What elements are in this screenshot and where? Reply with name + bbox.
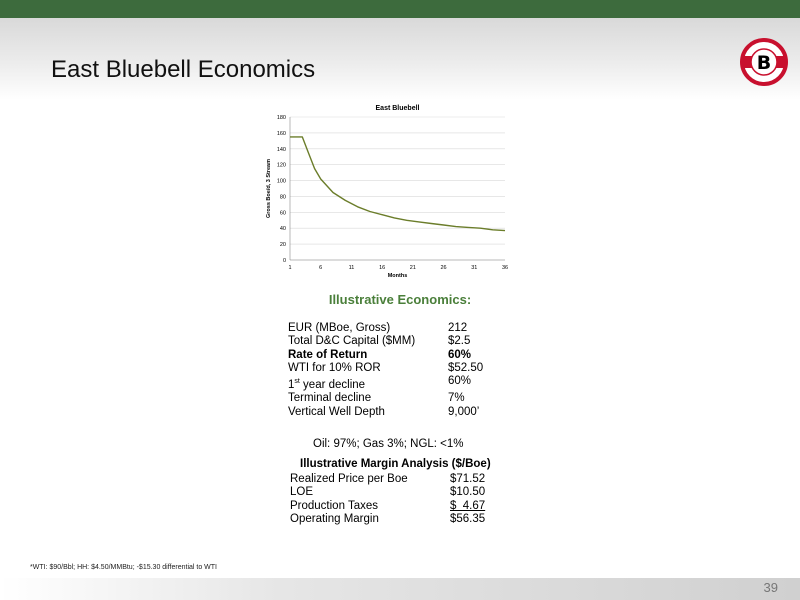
- footer-bar: [0, 578, 800, 600]
- operating-margin-value: $56.35: [450, 512, 486, 525]
- series-line-0: [290, 137, 505, 231]
- y-tick-label: 140: [276, 146, 286, 153]
- y-tick-label: 80: [279, 194, 286, 201]
- operating-margin-label: Operating Margin: [290, 512, 379, 525]
- economics-row-wti: [288, 362, 483, 375]
- first-year-number: 1: [288, 379, 295, 392]
- y-tick-label: 120: [276, 162, 286, 169]
- terminal-decline-label: Terminal decline: [288, 392, 372, 405]
- economics-row-well-depth: [288, 406, 483, 419]
- product-mix: Oil: 97%; Gas 3%; NGL: <1%: [313, 438, 464, 450]
- y-tick-label: 160: [276, 130, 286, 137]
- realized-price-value: $71.52: [450, 473, 486, 485]
- terminal-decline-value: 7%: [448, 392, 465, 405]
- margin-table: [290, 473, 485, 526]
- capital-label: Total D&C Capital ($MM): [288, 335, 416, 348]
- margin-row-production-taxes: [290, 500, 485, 513]
- decline-curve-chart: [250, 100, 520, 282]
- margin-row-operating-margin: [290, 513, 485, 526]
- margin-title: Illustrative Margin Analysis ($/Boe): [300, 458, 491, 470]
- first-year-decline-label: [288, 375, 448, 392]
- y-tick-label: 180: [276, 115, 286, 121]
- first-year-decline-value: 60%: [448, 375, 472, 388]
- loe-value: $10.50: [450, 486, 486, 499]
- y-tick-label: 20: [279, 242, 286, 249]
- y-axis-label: Gross Boe/d, 3 Stream: [266, 159, 272, 218]
- economics-row-terminal-decline: [288, 392, 483, 405]
- y-tick-label: 100: [276, 178, 286, 185]
- page-number: 39: [763, 580, 778, 595]
- realized-price-label: Realized Price per Boe: [290, 473, 408, 485]
- production-taxes-value: $ 4.67: [450, 499, 486, 512]
- economics-row-capital: [288, 335, 483, 348]
- x-tick-label: 26: [440, 265, 447, 271]
- loe-label: LOE: [290, 486, 314, 499]
- eur-label: EUR (MBoe, Gross): [288, 322, 391, 334]
- first-year-suffix: st: [294, 378, 300, 386]
- x-tick-label: 36: [501, 265, 509, 271]
- wti-label: WTI for 10% ROR: [288, 361, 381, 374]
- y-tick-label: 60: [279, 210, 286, 217]
- x-tick-label: 21: [409, 265, 416, 271]
- margin-row-loe: [290, 486, 485, 499]
- y-tick-label: 0: [282, 258, 286, 264]
- company-logo: [740, 38, 788, 86]
- ror-value: 60%: [448, 348, 472, 361]
- ror-label: Rate of Return: [288, 348, 368, 361]
- y-tick-label: 40: [279, 226, 286, 233]
- x-axis-label: Months: [387, 273, 408, 279]
- logo-letter: B: [756, 52, 772, 74]
- capital-value: $2.5: [448, 335, 471, 348]
- page-title: East Bluebell Economics: [51, 56, 316, 83]
- economics-table: [288, 322, 483, 419]
- x-tick-label: 16: [379, 265, 386, 271]
- x-tick-label: 1: [288, 265, 292, 271]
- margin-row-realized-price: [290, 473, 485, 486]
- chart-title: East Bluebell: [375, 105, 420, 112]
- production-taxes-label: Production Taxes: [290, 499, 379, 512]
- economics-row-first-year-decline: [288, 375, 483, 392]
- eur-value: 212: [448, 322, 468, 334]
- wti-value: $52.50: [448, 361, 484, 374]
- chart-svg: [250, 100, 520, 282]
- footnote: *WTI: $90/Bbl; HH: $4.50/MMBtu; -$15.30 differential to WTI: [30, 564, 218, 571]
- well-depth-label: Vertical Well Depth: [288, 405, 385, 418]
- top-accent-bar: [0, 0, 800, 18]
- economics-row-eur: [288, 322, 483, 335]
- x-tick-label: 31: [471, 265, 478, 271]
- economics-title: Illustrative Economics:: [328, 292, 472, 307]
- first-year-text: year decline: [299, 379, 366, 392]
- economics-row-ror: [288, 349, 483, 362]
- well-depth-value: 9,000’: [448, 405, 480, 418]
- x-tick-label: 6: [319, 265, 323, 271]
- x-tick-label: 11: [348, 265, 355, 271]
